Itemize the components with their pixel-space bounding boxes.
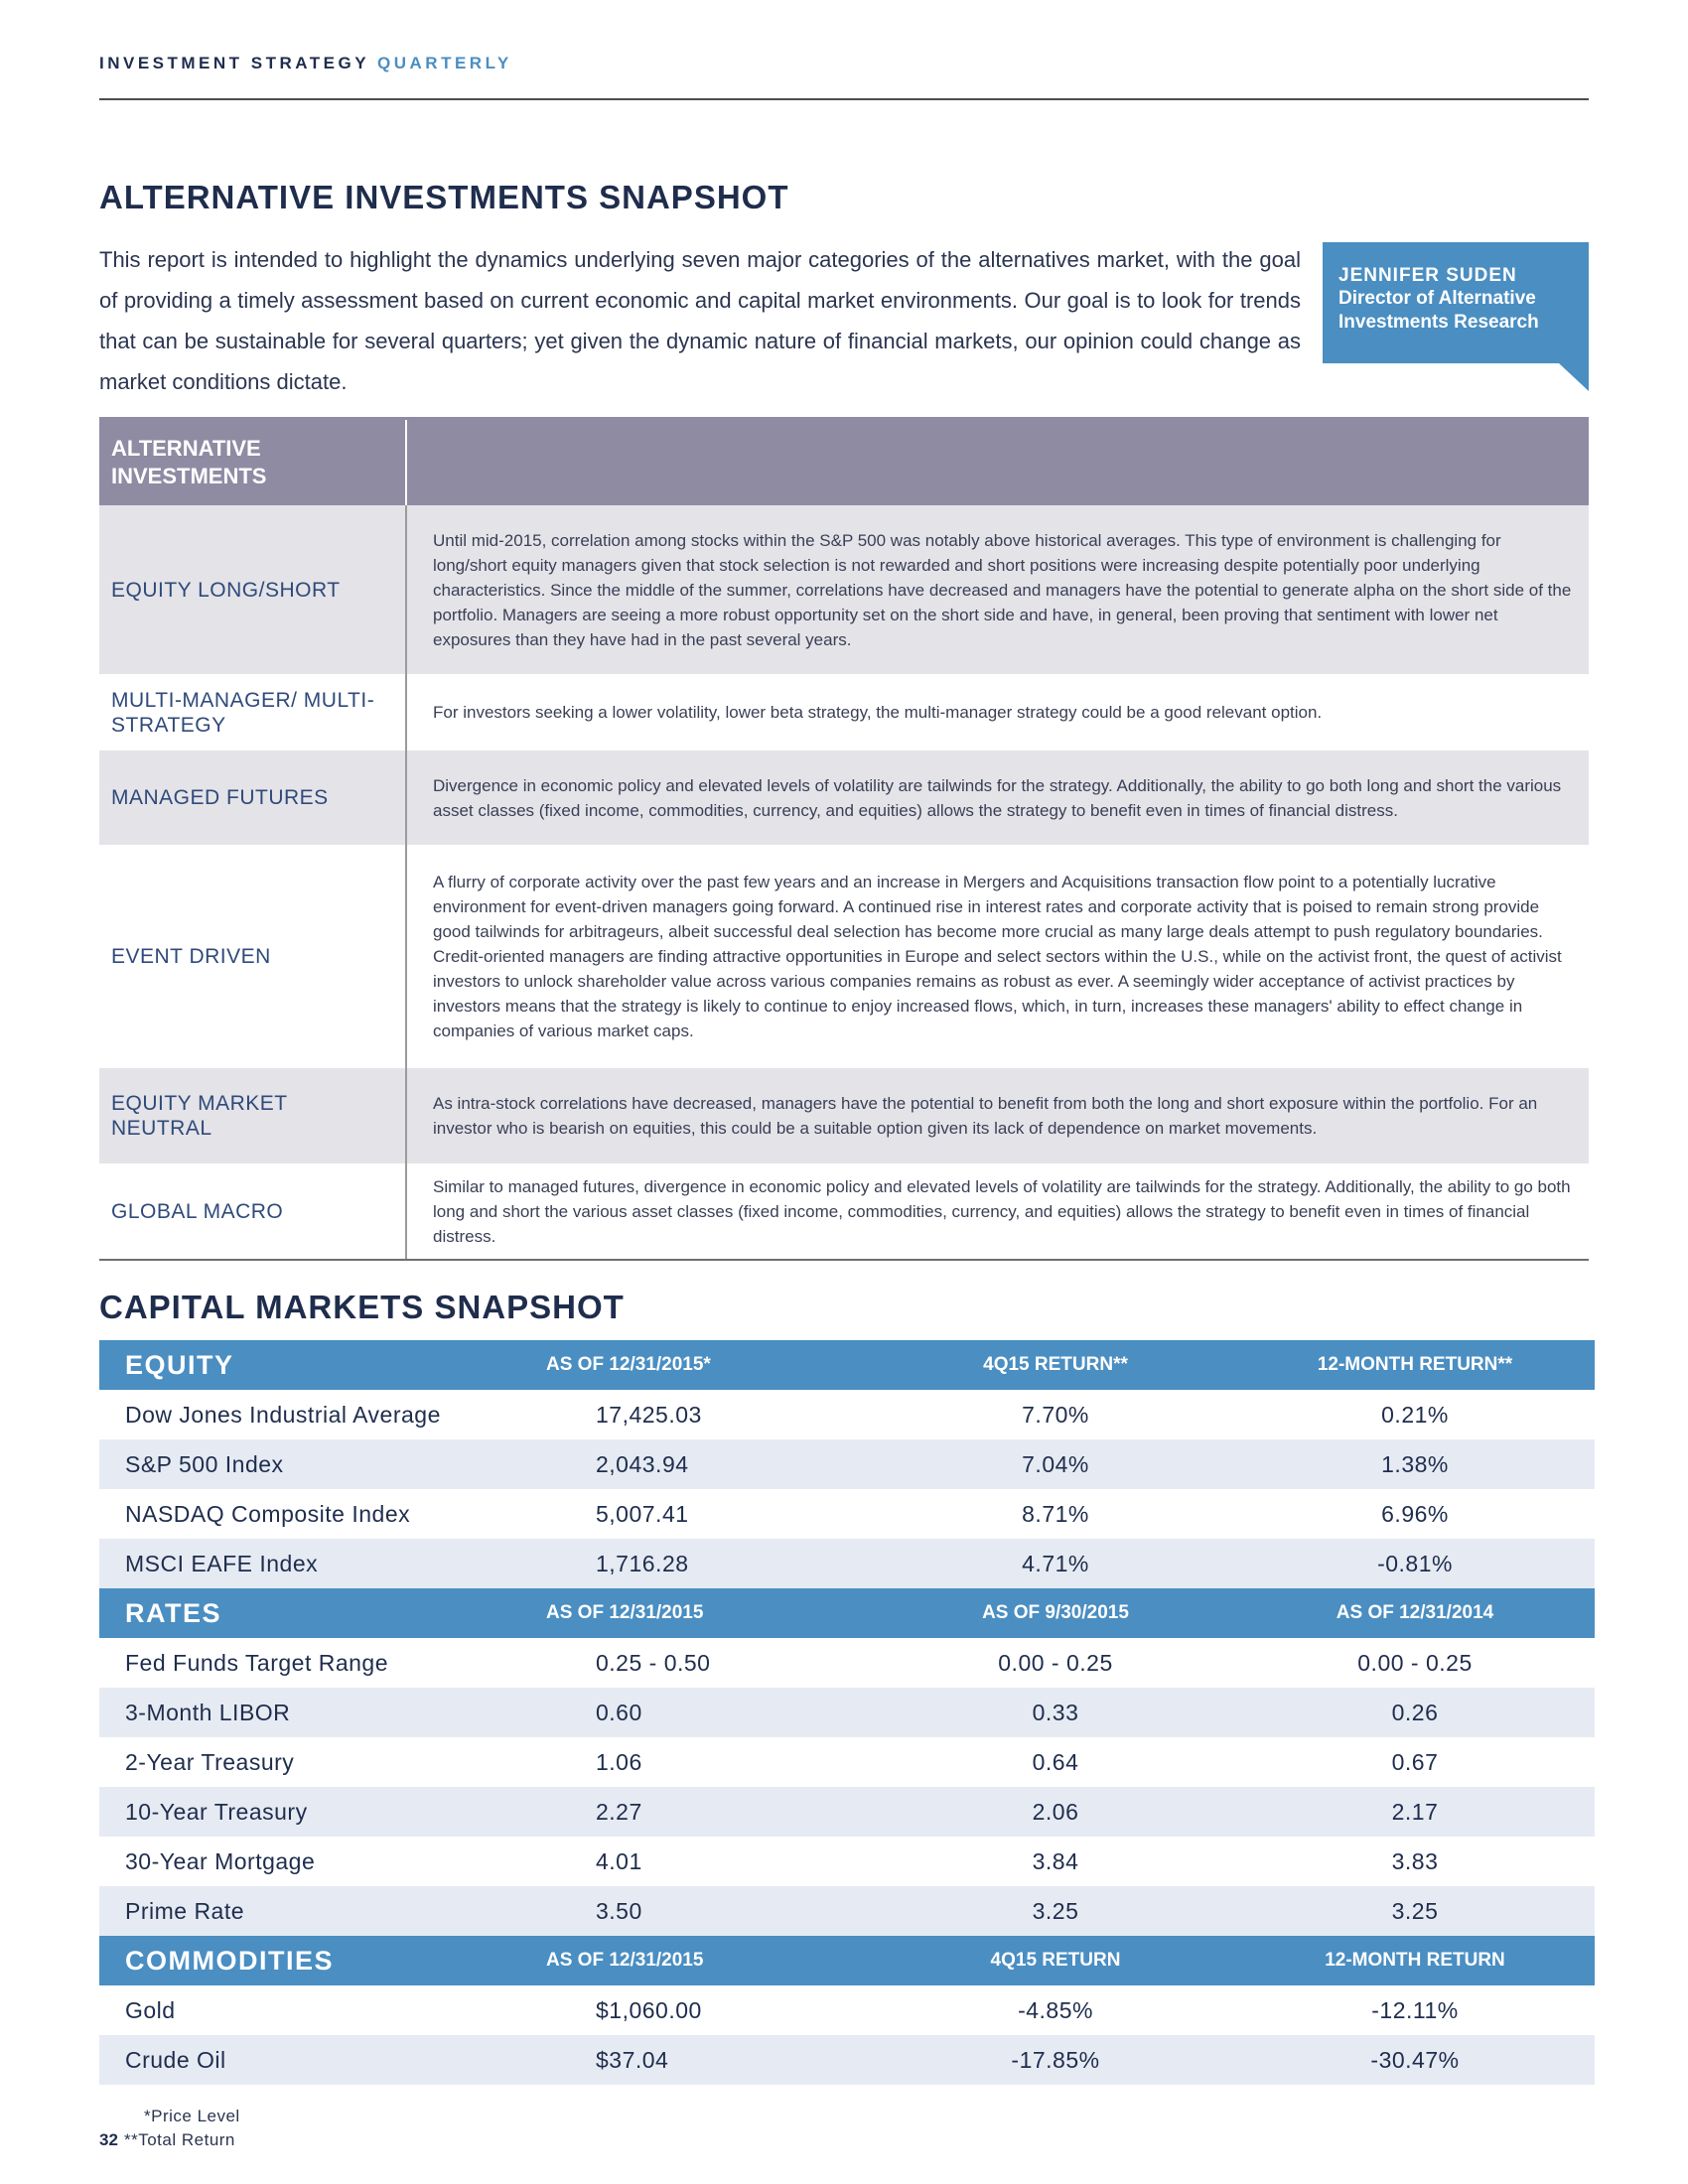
alt-table-header-blank <box>406 419 1589 506</box>
alt-table-header: ALTERNATIVE INVESTMENTS <box>99 419 406 506</box>
row-value: 0.60 <box>516 1688 876 1737</box>
row-label: 2-Year Treasury <box>125 1748 295 1775</box>
equity-label: EQUITY <box>99 1340 516 1390</box>
alt-row-category: EQUITY LONG/SHORT <box>99 505 406 674</box>
row-value: 8.71% <box>1022 1500 1089 1527</box>
column-header: 4Q15 RETURN <box>876 1936 1235 1985</box>
row-value: 0.00 - 0.25 <box>998 1649 1113 1676</box>
table-row <box>99 1737 1595 1787</box>
row-value: 6.96% <box>1381 1500 1449 1527</box>
row-value: 3.50 <box>516 1886 876 1936</box>
capital-markets-table <box>99 1340 1595 2085</box>
alt-investments-title: ALTERNATIVE INVESTMENTS SNAPSHOT <box>99 179 789 215</box>
row-value: 1,716.28 <box>516 1539 876 1588</box>
column-header: AS OF 12/31/2015 <box>516 1588 876 1638</box>
row-label: Gold <box>125 1996 176 2023</box>
footnote-total-return: **Total Return <box>124 2130 235 2149</box>
row-label: Fed Funds Target Range <box>125 1649 389 1676</box>
alt-row-text: A flurry of corporate activity over the past few years and an increase in Mergers and Acquisitions transaction flow point to a potentially lucrative environment for event-driven managers going forward. A continued rise in interest rates and corporate activity that is poised to remain strong provide good tailwinds for arbitrageurs, albeit successful deal selection has become more crucial as many large deals attempt to push regulatory boundaries. Credit-oriented managers are finding attractive opportunities in Europe and select sectors within the U.S., while on the activist front, the quest of activist investors to unlock shareholder value across various companies remains as robust as ever. A seemingly wider acceptance of activist practices by investors means that the strategy is likely to continue to enjoy increased flows, which, in turn, increases these managers' ability to effect change in companies of various market caps. <box>406 845 1589 1068</box>
column-header: AS OF 12/31/2015 <box>516 1936 876 1985</box>
alt-row-text: Until mid-2015, correlation among stocks within the S&P 500 was notably above historical averages. This type of environment is challenging for long/short equity managers given that stock selection is not rewarded and short positions were increasing despite potentially poor underlying characteristics. Since the middle of the summer, correlations have decreased and managers have the potential to generate alpha on the short side of the portfolio. Managers are seeing a more robust opportunity set on the short side and have, in general, been proving that sentiment with lower net exposures than they have had in the past several years. <box>406 505 1589 674</box>
alt-row-category: GLOBAL MACRO <box>99 1163 406 1260</box>
row-value: $37.04 <box>516 2035 876 2085</box>
row-value: 3.83 <box>1391 1847 1439 1874</box>
table-row <box>99 1985 1595 2035</box>
alt-row-category: EVENT DRIVEN <box>111 945 271 968</box>
row-value: 0.67 <box>1391 1748 1439 1775</box>
alt-row-text: Similar to managed futures, divergence in economic policy and elevated levels of volatility are tailwinds for the strategy. Additionally, the ability to go both long and short the various asset classes (fixed income, commodities, currency, and equities) allows the strategy to benefit even in times of financial distress. <box>406 1163 1589 1260</box>
rates-section-header <box>99 1588 1595 1638</box>
row-value: -12.11% <box>1371 1996 1459 2023</box>
row-value: 0.00 - 0.25 <box>1357 1649 1473 1676</box>
row-value: 7.70% <box>1022 1401 1089 1428</box>
author-box-tab <box>1559 363 1589 391</box>
row-value: -0.81% <box>1235 1539 1595 1588</box>
running-header <box>99 54 512 73</box>
table-row <box>99 1787 1595 1837</box>
table-row <box>99 1439 1595 1489</box>
author-role-line1: Director of Alternative <box>1338 288 1536 309</box>
row-label: Prime Rate <box>99 1886 516 1936</box>
row-value: 1.06 <box>596 1748 642 1775</box>
column-header: 12-MONTH RETURN <box>1235 1936 1595 1985</box>
alt-row-category: MULTI-MANAGER/ MULTI-STRATEGY <box>111 688 375 737</box>
row-label: Crude Oil <box>99 2035 516 2085</box>
column-header: AS OF 12/31/2014 <box>1235 1588 1595 1638</box>
row-value: 17,425.03 <box>596 1401 702 1428</box>
alt-row-text: As intra-stock correlations have decreased, managers have the potential to benefit from both the long and short exposure within the portfolio. For an investor who is bearish on equities, this could be a suitable option given its lack of dependence on market movements. <box>406 1068 1589 1163</box>
column-header: AS OF 12/31/2015* <box>516 1340 876 1390</box>
table-row <box>99 1837 1595 1886</box>
row-value: 4.71% <box>876 1539 1235 1588</box>
row-value: -4.85% <box>1018 1996 1093 2023</box>
row-value: 3.25 <box>1235 1886 1595 1936</box>
header-rule <box>99 98 1589 100</box>
table-row <box>99 1638 1595 1688</box>
table-row <box>99 1390 1595 1439</box>
column-header: 4Q15 RETURN** <box>876 1340 1235 1390</box>
running-title: INVESTMENT STRATEGY <box>99 54 369 72</box>
alt-row-text: For investors seeking a lower volatility, lower beta strategy, the multi-manager strategy could be a good relevant option. <box>406 674 1589 751</box>
row-label: S&P 500 Index <box>99 1439 516 1489</box>
row-value: 0.26 <box>1235 1688 1595 1737</box>
table-row <box>99 1688 1595 1737</box>
column-header: 12-MONTH RETURN** <box>1235 1340 1595 1390</box>
row-value: 3.25 <box>876 1886 1235 1936</box>
row-value: 1.38% <box>1235 1439 1595 1489</box>
row-value: 3.84 <box>1032 1847 1079 1874</box>
row-value: 2.06 <box>876 1787 1235 1837</box>
row-value: 2,043.94 <box>516 1439 876 1489</box>
row-label: Dow Jones Industrial Average <box>125 1401 441 1428</box>
row-value: 0.33 <box>876 1688 1235 1737</box>
row-value: 0.21% <box>1381 1401 1449 1428</box>
commodities-section-header <box>99 1936 1595 1985</box>
row-value: 4.01 <box>596 1847 642 1874</box>
row-label: 3-Month LIBOR <box>99 1688 516 1737</box>
row-value: -30.47% <box>1235 2035 1595 2085</box>
rates-label: RATES <box>99 1588 516 1638</box>
author-role-line2: Investments Research <box>1338 312 1539 333</box>
row-value: 5,007.41 <box>596 1500 689 1527</box>
page-number: 32 <box>99 2130 118 2149</box>
author-name: JENNIFER SUDEN <box>1338 265 1517 286</box>
table-row <box>99 2035 1595 2085</box>
row-value: 0.64 <box>1032 1748 1079 1775</box>
alt-row-category: MANAGED FUTURES <box>99 751 406 845</box>
author-box <box>1323 242 1589 363</box>
table-row <box>99 1886 1595 1936</box>
row-label: 10-Year Treasury <box>99 1787 516 1837</box>
row-value: 7.04% <box>876 1439 1235 1489</box>
table-row <box>99 1539 1595 1588</box>
row-value: $1,060.00 <box>596 1996 702 2023</box>
row-value: -17.85% <box>876 2035 1235 2085</box>
row-label: NASDAQ Composite Index <box>125 1500 411 1527</box>
row-value: 0.25 - 0.50 <box>596 1649 711 1676</box>
alt-row-category: EQUITY MARKET NEUTRAL <box>99 1068 406 1163</box>
intro-paragraph: This report is intended to highlight the dynamics underlying seven major categories of the alternatives market, with the goal of providing a timely assessment based on current economic and capital market environments. Our goal is to look for trends that can be sustainable for several quarters; yet given the dynamic nature of financial markets, our opinion could change as market conditions dictate. <box>99 247 1301 394</box>
row-label: MSCI EAFE Index <box>99 1539 516 1588</box>
row-value: 2.17 <box>1235 1787 1595 1837</box>
commodities-label: COMMODITIES <box>99 1936 516 1985</box>
alt-row-text: Divergence in economic policy and elevated levels of volatility are tailwinds for the strategy. Additionally, the ability to go both long and short the various asset classes (fixed income, commodities, currency, and equities) allows the strategy to benefit even in times of financial distress. <box>406 751 1589 845</box>
equity-section-header <box>99 1340 1595 1390</box>
column-header: AS OF 9/30/2015 <box>876 1588 1235 1638</box>
table-row <box>99 1489 1595 1539</box>
capital-markets-title: CAPITAL MARKETS SNAPSHOT <box>99 1289 625 1325</box>
row-label: 30-Year Mortgage <box>125 1847 316 1874</box>
running-accent: QUARTERLY <box>377 54 512 72</box>
row-value: 2.27 <box>516 1787 876 1837</box>
footnote-price-level: *Price Level <box>144 2107 240 2125</box>
alt-investments-table <box>99 417 1589 1261</box>
